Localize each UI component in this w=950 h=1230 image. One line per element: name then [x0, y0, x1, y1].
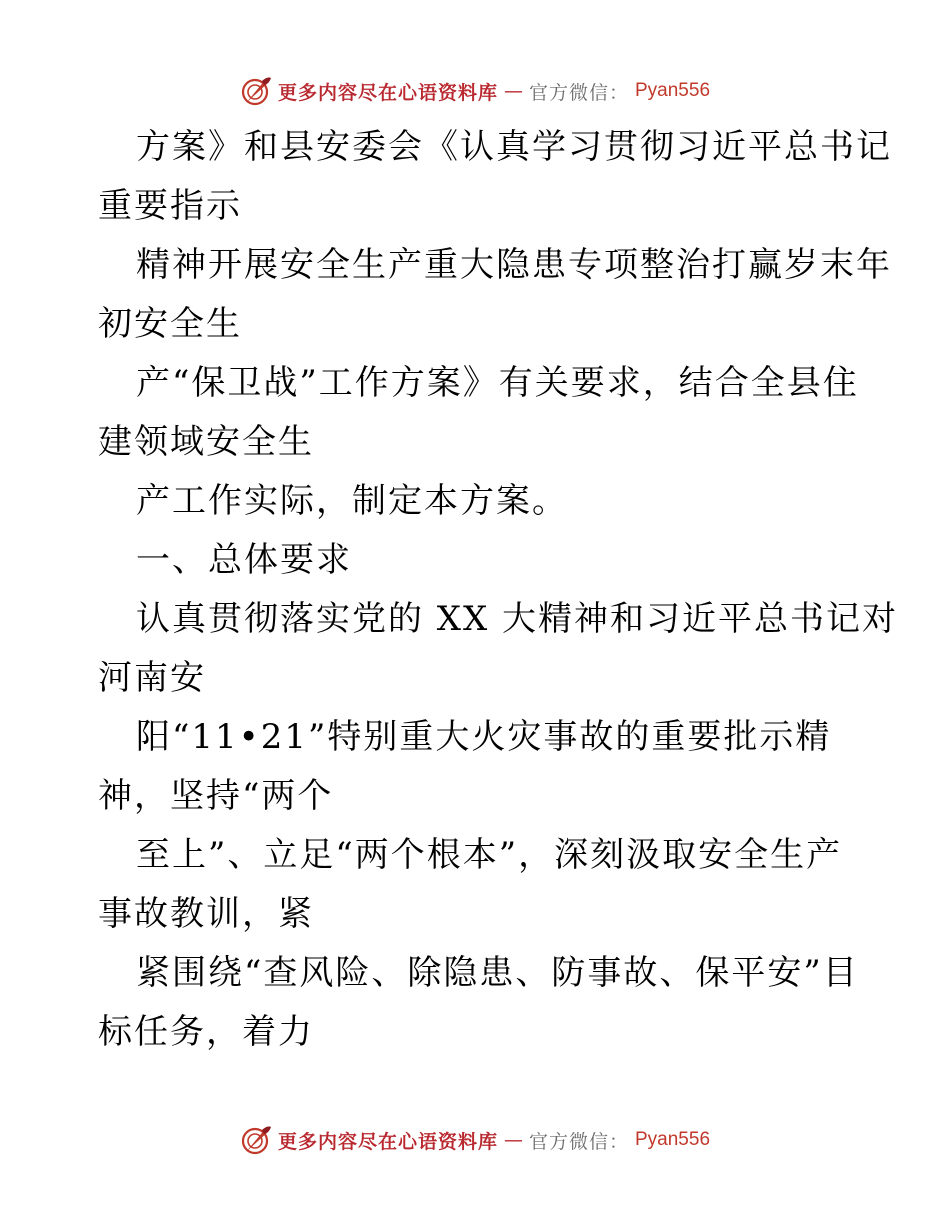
text-line: 河南安 — [98, 658, 206, 698]
watermark-name: 更多内容尽在心语资料库 — [277, 1130, 498, 1153]
watermark-name: 更多内容尽在心语资料库 — [277, 81, 498, 104]
watermark-sub: 官方微信： — [528, 1130, 629, 1153]
text-line: 初安全生 — [98, 304, 242, 344]
watermark-id: Pyan556 — [635, 1129, 711, 1150]
section-heading: 一、总体要求 — [136, 540, 352, 580]
text-line: 建领域安全生 — [98, 422, 314, 462]
text-line: 标任务，着力 — [98, 1012, 314, 1052]
text-line: 事故教训，紧 — [98, 894, 314, 934]
text-line: 紧围绕“查风险、除隐患、防事故、保平安”目 — [136, 953, 859, 993]
text-line: 至上”、立足“两个根本”，深刻汲取安全生产 — [136, 835, 843, 875]
text-line: 阳“11•21”特别重大火灾事故的重要批示精 — [136, 717, 832, 757]
text-line: 精神开展安全生产重大隐患专项整治打赢岁末年 — [136, 245, 892, 285]
text-line: 重要指示 — [98, 186, 242, 226]
header-watermark — [0, 71, 950, 111]
document-body — [98, 118, 899, 1062]
watermark-sub: 官方微信： — [528, 81, 629, 104]
text-line: 产工作实际，制定本方案。 — [136, 481, 568, 521]
watermark-id: Pyan556 — [635, 80, 711, 101]
footer-watermark — [0, 1120, 950, 1160]
quill-logo-icon — [240, 75, 272, 107]
quill-logo-icon — [240, 1124, 272, 1156]
text-line: 方案》和县安委会《认真学习贯彻习近平总书记 — [136, 127, 892, 167]
text-line: 神，坚持“两个 — [98, 776, 334, 816]
watermark-dash: — — [503, 80, 523, 102]
text-line: 认真贯彻落实党的 XX 大精神和习近平总书记对 — [136, 599, 899, 639]
text-line: 产“保卫战”工作方案》有关要求，结合全县住 — [136, 363, 859, 403]
watermark-dash: — — [503, 1129, 523, 1151]
